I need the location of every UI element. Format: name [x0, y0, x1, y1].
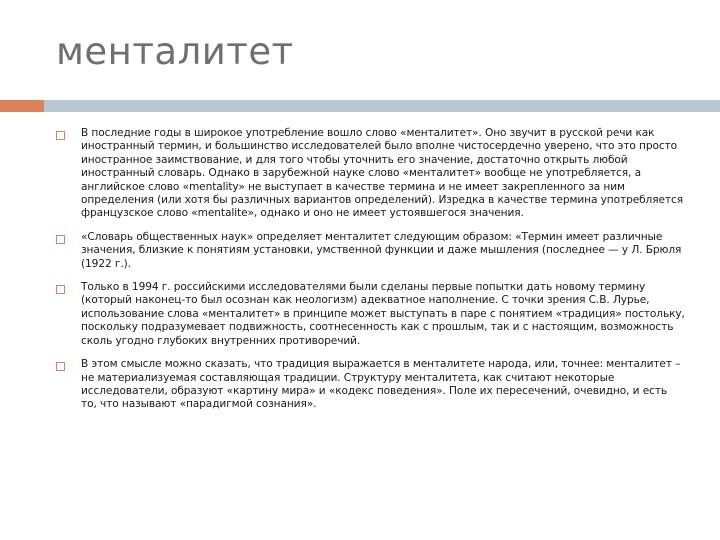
- bullet-text: Только в 1994 г. российскими исследователями были сделаны первые попытки дать новому термину (который наконец-то был осознан как неологизм) адекватное наполнение. С точки зрения С.В. Лурье, использование слова «менталитет» в принципе может выступать в паре с понятием «традиция» постольку, поскольку подразумевает подвижность, соотнесенность как с прошлым, так и с настоящим, возможность сколь угодно глубоких внутренних противоречий.: [81, 281, 685, 347]
- square-bullet-icon: [56, 285, 65, 294]
- bullet-list: [56, 127, 686, 422]
- title-divider-bar: [44, 100, 720, 112]
- bullet-text: В последние годы в широкое употребление вошло слово «менталитет». Оно звучит в русской речи как иностранный термин, и большинство исследователей было вполне чистосердечно уверено, что это просто иностранное заимствование, и для того чтобы уточнить его значение, достаточно открыть любой иностранный словарь. Однако в зарубежной науке слово «менталитет» вообще не употребляется, а английское слово «mentality» не выступает в качестве термина и не имеет закрепленного за ним определения (или хотя бы различных вариантов определений). Изредка в качестве термина употребляется французское слово «mentalite», однако и оно не имеет устоявшегося значения.: [81, 127, 683, 220]
- list-item: [56, 127, 686, 221]
- title-divider-accent: [0, 100, 44, 112]
- slide-title: менталитет: [56, 30, 294, 73]
- list-item: [56, 231, 686, 271]
- square-bullet-icon: [56, 362, 65, 371]
- square-bullet-icon: [56, 235, 65, 244]
- list-item: [56, 281, 686, 348]
- list-item: [56, 358, 686, 412]
- title-divider: [0, 100, 720, 112]
- square-bullet-icon: [56, 131, 65, 140]
- bullet-text: В этом смысле можно сказать, что традиция выражается в менталитете народа, или, точнее: менталитет – не материализуемая составляющая традиции. Структуру менталитета, как считают некоторые исследователи, образуют «картину мира» и «кодекс поведения». Поле их пересечений, очевидно, и есть то, что называют «парадигмой сознания».: [81, 358, 681, 411]
- bullet-text: «Словарь общественных наук» определяет менталитет следующим образом: «Термин имеет различные значения, близкие к понятиям установки, умственной функции и даже мышления (последнее — у Л. Брюля (1922 г.).: [81, 230, 682, 270]
